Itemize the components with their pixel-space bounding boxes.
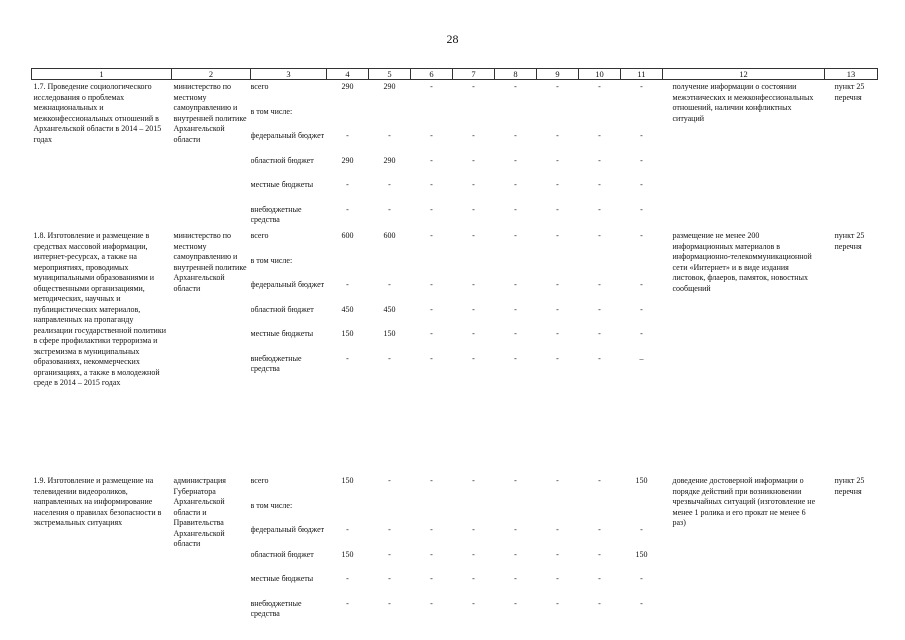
- funding-source-label: всего: [250, 231, 269, 240]
- amount-cell: [453, 107, 495, 132]
- amount-cell: -: [514, 304, 517, 314]
- amount-cell: -: [514, 353, 517, 363]
- amount-cell: [327, 107, 369, 132]
- amount-cell: -: [472, 204, 475, 214]
- amount-cell: 600: [341, 231, 354, 240]
- amount-cell: -: [556, 82, 559, 91]
- amount-cell: [579, 256, 621, 281]
- amount-cell: -: [472, 155, 475, 165]
- funding-source-label: местные бюджеты: [250, 574, 314, 583]
- amount-cell: -: [598, 549, 601, 559]
- table-row: [32, 229, 878, 474]
- amount-cell: -: [430, 304, 433, 314]
- amount-column-7: [453, 80, 495, 230]
- amount-cell: -: [556, 204, 559, 214]
- measure-name: 1.9. Изготовление и размещение на телевидении видеороликов, направленных на информирование населения о правилах безопасности в экстремальных ситуациях: [33, 476, 162, 527]
- funding-source-label: внебюджетные средства: [250, 204, 302, 224]
- amount-cell: -: [430, 131, 433, 140]
- amount-cell: -: [640, 304, 643, 314]
- amount-cell: -: [556, 549, 559, 559]
- amount-cell: -: [598, 525, 601, 534]
- funding-sources: [251, 474, 327, 623]
- amount-column-5: [369, 474, 411, 623]
- reference: пункт 25 перечня: [834, 231, 865, 251]
- amount-column-5: [369, 80, 411, 230]
- amount-column-9: [537, 474, 579, 623]
- amount-cell: [453, 256, 495, 281]
- amount-cell: -: [640, 204, 643, 214]
- amount-cell: -: [472, 549, 475, 559]
- amount-cell: 150: [383, 329, 396, 338]
- amount-cell: -: [598, 598, 601, 608]
- amount-cell: 150: [341, 549, 354, 559]
- amount-cell: -: [430, 525, 433, 534]
- amount-cell: -: [514, 574, 517, 583]
- amount-cell: -: [430, 574, 433, 583]
- amount-cell: [411, 501, 453, 526]
- amount-cell: -: [388, 131, 391, 140]
- measure-name: 1.7. Проведение социологического исследования о проблемах межнациональных и межконфессиональных отношений в Архангельской области в 2014 – 2015 годах: [33, 82, 162, 144]
- funding-source-label: областной бюджет: [250, 549, 314, 559]
- amount-cell: 150: [635, 549, 648, 559]
- amount-cell: -: [640, 525, 643, 534]
- funding-source-label: всего: [250, 82, 269, 91]
- amount-cell: -: [388, 574, 391, 583]
- amount-cell: [537, 107, 579, 132]
- amount-cell: -: [514, 598, 517, 608]
- amount-cell: -: [430, 180, 433, 189]
- amount-column-6: [411, 229, 453, 474]
- column-header-10: 10: [579, 69, 621, 80]
- amount-column-4: [327, 80, 369, 230]
- amount-cell: [411, 107, 453, 132]
- amount-cell: -: [598, 574, 601, 583]
- amount-cell: -: [556, 180, 559, 189]
- program-table: [31, 68, 878, 623]
- amount-cell: -: [388, 353, 391, 363]
- funding-source-label: местные бюджеты: [250, 180, 314, 189]
- amount-cell: -: [640, 155, 643, 165]
- amount-column-10: [579, 80, 621, 230]
- amount-cell: -: [472, 131, 475, 140]
- expected-result: доведение достоверной информации о порядке действий при возникновении чрезвычайных ситуаций (изготовление не менее 1 ролика и его прокат не менее 6 раз): [672, 476, 816, 527]
- amount-cell: -: [472, 82, 475, 91]
- amount-cell: [537, 501, 579, 526]
- amount-column-7: [453, 229, 495, 474]
- amount-cell: 150: [341, 329, 354, 338]
- amount-cell: -: [556, 304, 559, 314]
- amount-cell: -: [598, 329, 601, 338]
- funding-source-label: федеральный бюджет: [250, 525, 325, 534]
- amount-cell: -: [598, 82, 601, 91]
- amount-cell: -: [430, 204, 433, 214]
- amount-cell: [537, 256, 579, 281]
- amount-column-11: [621, 229, 663, 474]
- column-header-11: 11: [621, 69, 663, 80]
- amount-cell: -: [598, 180, 601, 189]
- amount-cell: -: [388, 525, 391, 534]
- amount-cell: -: [346, 131, 349, 140]
- amount-cell: -: [556, 155, 559, 165]
- funding-source-label: областной бюджет: [250, 304, 314, 314]
- amount-cell: [327, 501, 369, 526]
- amount-cell: [621, 501, 663, 526]
- amount-cell: -: [514, 204, 517, 214]
- amount-cell: -: [556, 525, 559, 534]
- executor: администрация Губернатора Архангельской области и Правительства Архангельской области: [173, 476, 226, 548]
- amount-cell: [411, 256, 453, 281]
- amount-cell: -: [472, 525, 475, 534]
- amount-cell: -: [598, 231, 601, 240]
- amount-cell: -: [598, 476, 601, 485]
- header-row: [32, 69, 878, 80]
- amount-cell: -: [640, 131, 643, 140]
- column-header-5: 5: [369, 69, 411, 80]
- amount-cell: [579, 501, 621, 526]
- page-number: 28: [446, 32, 459, 46]
- amount-cell: [621, 107, 663, 132]
- column-header-8: 8: [495, 69, 537, 80]
- amount-cell: -: [430, 155, 433, 165]
- column-header-13: 13: [825, 69, 878, 80]
- amount-cell: -: [514, 155, 517, 165]
- amount-cell: -: [472, 231, 475, 240]
- amount-cell: -: [472, 574, 475, 583]
- column-header-12: 12: [663, 69, 825, 80]
- table-row: [32, 80, 878, 230]
- column-header-9: 9: [537, 69, 579, 80]
- reference: пункт 25 перечня: [834, 476, 865, 496]
- column-header-6: 6: [411, 69, 453, 80]
- funding-source-label: федеральный бюджет: [250, 280, 325, 289]
- amount-cell: [369, 501, 411, 526]
- amount-column-7: [453, 474, 495, 623]
- amount-cell: 290: [341, 155, 354, 165]
- amount-cell: -: [430, 280, 433, 289]
- amount-cell: -: [346, 353, 349, 363]
- amount-cell: 150: [341, 476, 354, 485]
- amount-column-5: [369, 229, 411, 474]
- column-header-7: 7: [453, 69, 495, 80]
- funding-source-label: местные бюджеты: [250, 329, 314, 338]
- amount-cell: -: [556, 476, 559, 485]
- column-header-4: 4: [327, 69, 369, 80]
- amount-column-6: [411, 80, 453, 230]
- funding-source-label: в том числе:: [250, 255, 293, 265]
- funding-source-label: в том числе:: [250, 106, 293, 116]
- amount-cell: [579, 107, 621, 132]
- reference: пункт 25 перечня: [834, 82, 865, 102]
- amount-column-11: [621, 474, 663, 623]
- amount-cell: -: [388, 549, 391, 559]
- amount-cell: -: [598, 155, 601, 165]
- amount-cell: [453, 501, 495, 526]
- amount-column-10: [579, 229, 621, 474]
- expected-result: размещение не менее 200 информационных материалов в информационно-телекоммуникационной сети «Интернет» и в виде издания листовок, флаеров, памяток, новостных сообщений: [672, 231, 812, 293]
- amount-cell: -: [598, 304, 601, 314]
- amount-cell: -: [430, 329, 433, 338]
- amount-cell: [495, 501, 537, 526]
- amount-cell: -: [514, 476, 517, 485]
- amount-cell: –: [639, 353, 644, 363]
- amount-column-8: [495, 474, 537, 623]
- amount-cell: -: [640, 231, 643, 240]
- amount-cell: -: [472, 304, 475, 314]
- column-header-2: 2: [172, 69, 251, 80]
- amount-cell: -: [640, 598, 643, 608]
- amount-column-9: [537, 229, 579, 474]
- amount-column-11: [621, 80, 663, 230]
- amount-cell: -: [472, 280, 475, 289]
- amount-column-6: [411, 474, 453, 623]
- amount-cell: -: [598, 204, 601, 214]
- amount-cell: [495, 107, 537, 132]
- amount-cell: -: [430, 549, 433, 559]
- amount-cell: -: [514, 329, 517, 338]
- measure-name: 1.8. Изготовление и размещение в средствах массовой информации, интернет-ресурсах, а также на мероприятиях, проводимых муниципальными образованиями и общественными организациями, методических, научных и публицистических материалов, направленных на пропаганду реализации государственной политики в сфере профилактики терроризма и экстремизма в муниципальных образованиях, некоммерческих организациях, а также в молодежной среде в 2014 – 2015 годах: [33, 231, 167, 387]
- executor: министерство по местному самоуправлению и внутренней политике Архангельской области: [173, 82, 247, 144]
- amount-cell: -: [514, 525, 517, 534]
- amount-cell: -: [640, 180, 643, 189]
- table-row: [32, 474, 878, 623]
- expected-result: получение информации о состоянии межэтнических и межконфессиональных отношений, наличии конфликтных ситуаций: [672, 82, 814, 123]
- amount-column-10: [579, 474, 621, 623]
- amount-cell: -: [598, 131, 601, 140]
- amount-cell: -: [346, 598, 349, 608]
- amount-cell: -: [472, 329, 475, 338]
- amount-cell: -: [556, 329, 559, 338]
- amount-cell: 290: [341, 82, 354, 91]
- amount-column-9: [537, 80, 579, 230]
- column-header-3: 3: [251, 69, 327, 80]
- executor: министерство по местному самоуправлению и внутренней политике Архангельской области: [173, 231, 247, 293]
- amount-cell: -: [640, 329, 643, 338]
- amount-column-4: [327, 474, 369, 623]
- amount-cell: -: [640, 82, 643, 91]
- amount-cell: -: [388, 476, 391, 485]
- amount-cell: -: [556, 131, 559, 140]
- amount-column-8: [495, 229, 537, 474]
- amount-cell: -: [430, 82, 433, 91]
- funding-source-label: федеральный бюджет: [250, 131, 325, 140]
- funding-source-label: внебюджетные средства: [250, 353, 302, 373]
- amount-cell: [621, 256, 663, 281]
- amount-cell: -: [388, 598, 391, 608]
- amount-cell: -: [346, 280, 349, 289]
- amount-cell: -: [640, 280, 643, 289]
- amount-cell: -: [430, 598, 433, 608]
- amount-cell: -: [514, 131, 517, 140]
- amount-cell: 150: [635, 476, 648, 485]
- funding-sources: [251, 80, 327, 230]
- amount-cell: -: [640, 574, 643, 583]
- amount-cell: [495, 256, 537, 281]
- funding-source-label: внебюджетные средства: [250, 598, 302, 618]
- amount-cell: -: [514, 82, 517, 91]
- funding-source-label: всего: [250, 476, 269, 485]
- amount-cell: -: [472, 180, 475, 189]
- amount-cell: -: [556, 574, 559, 583]
- amount-cell: -: [556, 280, 559, 289]
- amount-cell: -: [346, 204, 349, 214]
- amount-cell: 290: [383, 155, 396, 165]
- amount-cell: -: [388, 280, 391, 289]
- amount-cell: -: [388, 204, 391, 214]
- amount-cell: [369, 107, 411, 132]
- amount-column-4: [327, 229, 369, 474]
- amount-cell: -: [346, 525, 349, 534]
- funding-sources: [251, 229, 327, 474]
- amount-cell: -: [514, 180, 517, 189]
- amount-cell: -: [598, 353, 601, 363]
- amount-cell: -: [514, 280, 517, 289]
- amount-cell: 290: [383, 82, 396, 91]
- amount-cell: 450: [341, 304, 354, 314]
- amount-cell: -: [556, 353, 559, 363]
- funding-source-label: областной бюджет: [250, 155, 314, 165]
- amount-cell: -: [514, 549, 517, 559]
- column-header-1: 1: [32, 69, 172, 80]
- amount-cell: -: [472, 353, 475, 363]
- amount-cell: -: [430, 231, 433, 240]
- amount-cell: -: [388, 180, 391, 189]
- amount-cell: -: [430, 353, 433, 363]
- amount-cell: -: [472, 476, 475, 485]
- amount-cell: -: [472, 598, 475, 608]
- amount-cell: -: [346, 180, 349, 189]
- amount-cell: [327, 256, 369, 281]
- amount-cell: -: [346, 574, 349, 583]
- amount-cell: -: [514, 231, 517, 240]
- amount-cell: -: [556, 231, 559, 240]
- amount-cell: -: [598, 280, 601, 289]
- funding-source-label: в том числе:: [250, 500, 293, 510]
- amount-cell: -: [556, 598, 559, 608]
- amount-cell: [369, 256, 411, 281]
- amount-cell: -: [430, 476, 433, 485]
- amount-cell: 600: [383, 231, 396, 240]
- amount-cell: 450: [383, 304, 396, 314]
- amount-column-8: [495, 80, 537, 230]
